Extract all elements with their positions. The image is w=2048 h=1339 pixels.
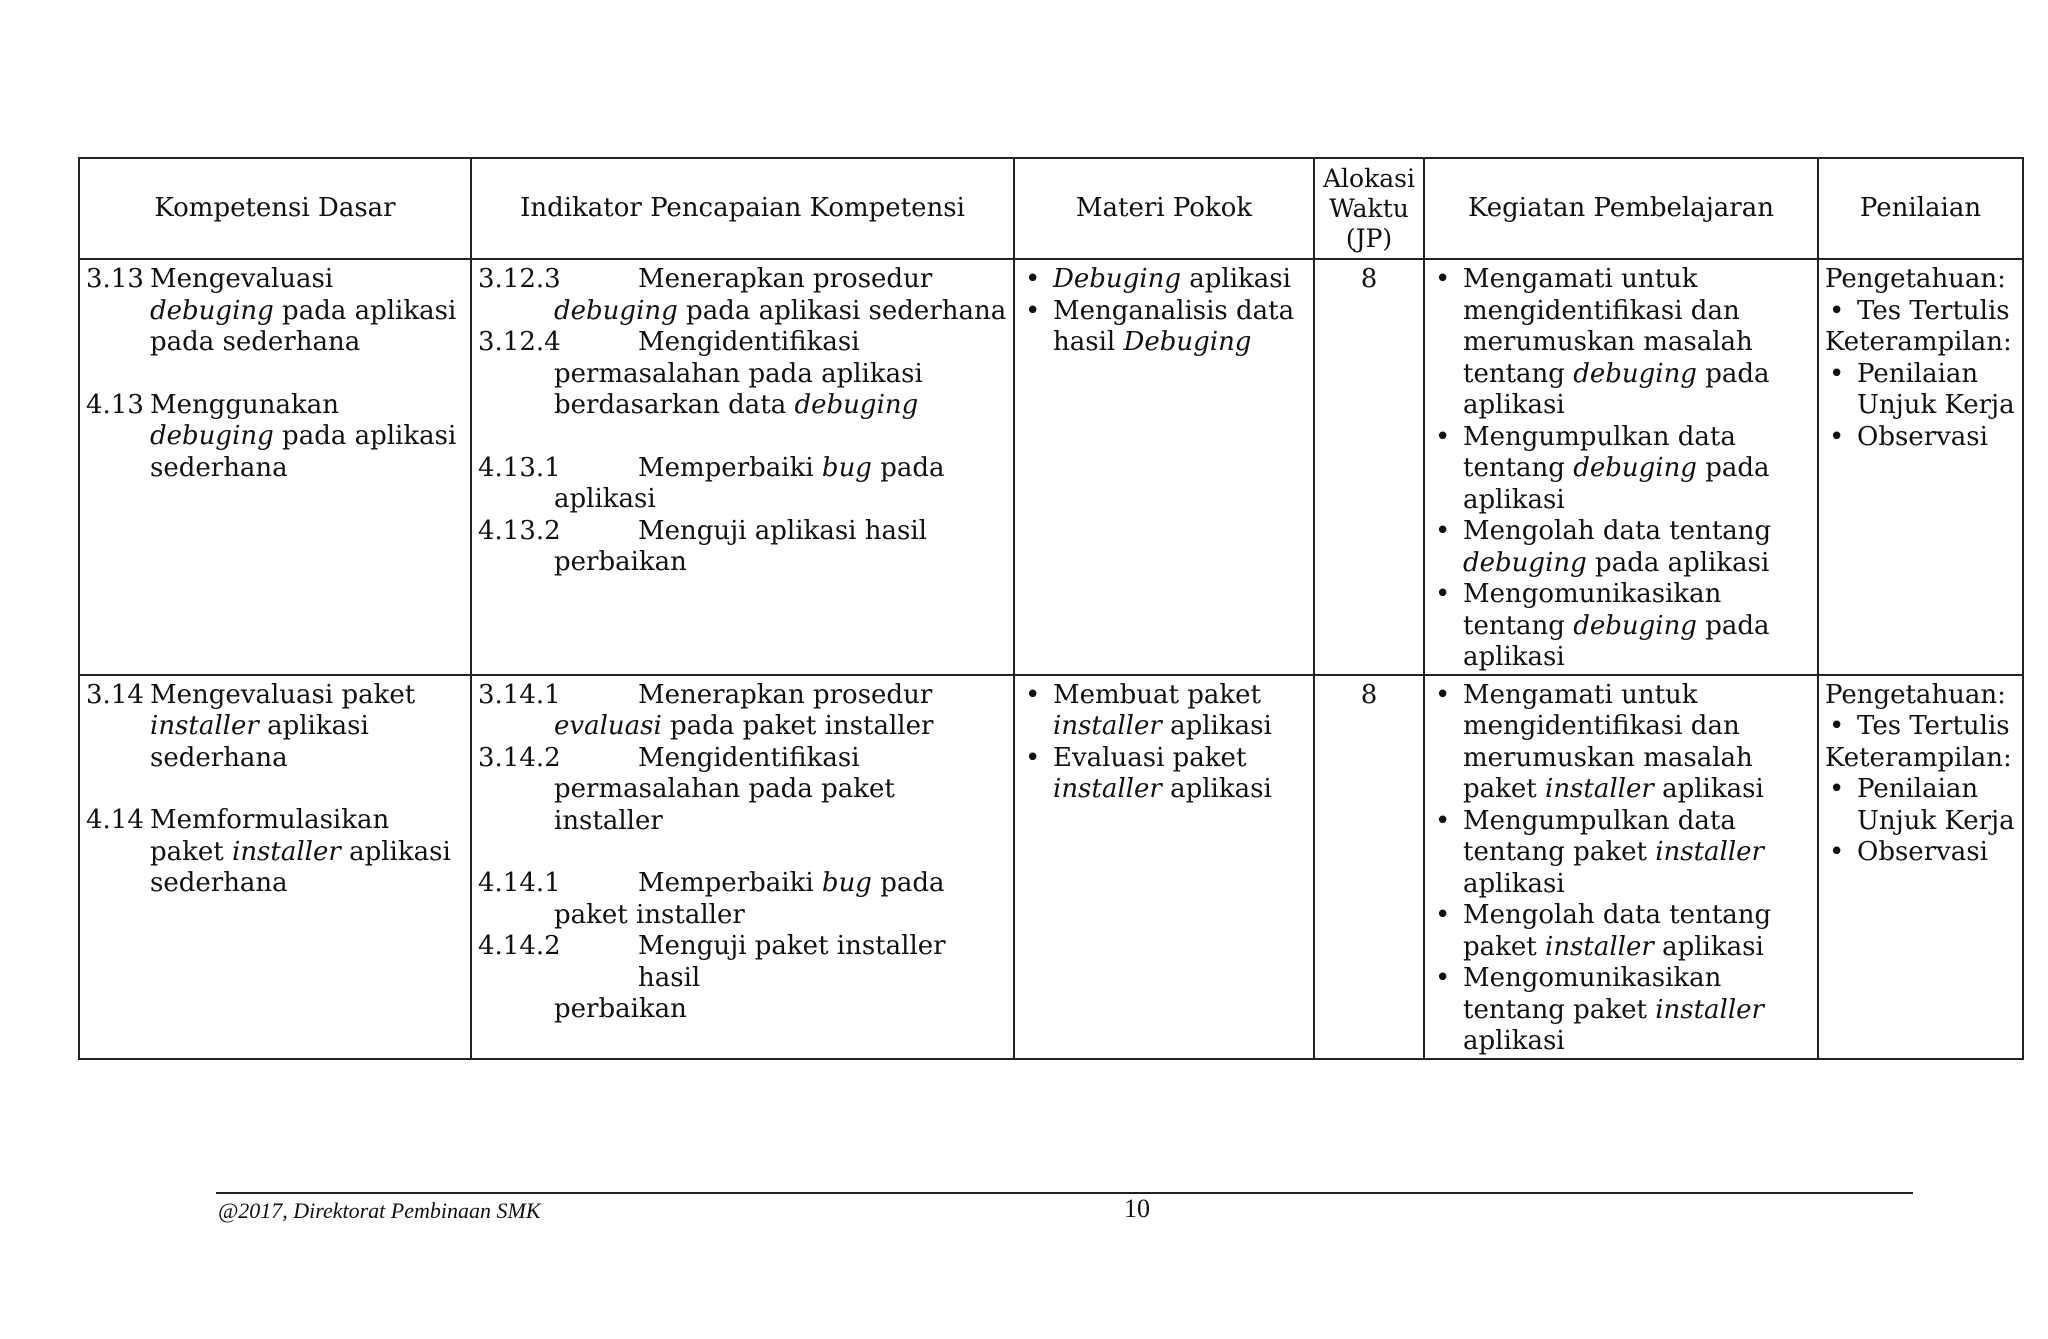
list-item: • Observasi: [1825, 837, 2016, 869]
kd-item: [86, 805, 464, 900]
kd-number: 3.14: [86, 679, 144, 710]
cell-materi-pokok: [1014, 259, 1314, 675]
header-indikator: Indikator Pencapaian Kompetensi: [471, 158, 1014, 259]
list-item: • Mengamati untuk mengidentifikasi dan merumuskan masalah paket installer aplikasi: [1431, 680, 1811, 806]
header-materi-pokok: Materi Pokok: [1014, 158, 1314, 259]
list-item: • Mengumpulkan data tentang paket installer aplikasi: [1431, 806, 1811, 901]
penilaian-keterampilan-list: [1825, 774, 2016, 869]
indikator-number: 3.12.3: [478, 264, 561, 294]
footer-copyright: @2017, Direktorat Pembinaan SMK: [218, 1198, 541, 1223]
list-item: • Evaluasi paket installer aplikasi: [1021, 743, 1307, 806]
kd-number: 4.13: [86, 389, 144, 420]
indikator-number: 4.14.2: [478, 931, 561, 961]
header-alokasi-line3: (JP): [1345, 223, 1393, 253]
header-kompetensi-dasar: Kompetensi Dasar: [79, 158, 471, 259]
list-item: • Debuging aplikasi: [1021, 264, 1307, 296]
list-item: • Mengumpulkan data tentang debuging pada aplikasi: [1431, 422, 1811, 517]
list-item: • Tes Tertulis: [1825, 296, 2016, 328]
list-item: • Membuat paket installer aplikasi: [1021, 680, 1307, 743]
indikator-number: 4.14.1: [478, 868, 561, 898]
list-item: • Mengomunikasikan tentang paket installer aplikasi: [1431, 963, 1811, 1058]
indikator-number: 3.12.4: [478, 327, 561, 357]
indikator-number: 3.14.1: [478, 679, 561, 710]
penilaian-keterampilan-label: Keterampilan:: [1825, 327, 2012, 357]
kd-number: 3.13: [86, 264, 144, 294]
indikator-item: 3.12.3 Menerapkan prosedur debuging pada aplikasi sederhana: [478, 264, 1007, 326]
kegiatan-list: [1431, 680, 1811, 1058]
indikator-item: 4.14.2 Menguji paket installer hasil perbaikan: [478, 931, 946, 1024]
list-item: • Mengolah data tentang debuging pada aplikasi: [1431, 516, 1811, 579]
table-header-row: [79, 158, 2023, 259]
table-row: [79, 675, 2023, 1059]
header-alokasi-waktu: [1314, 158, 1424, 259]
syllabus-table: [78, 157, 2024, 1060]
cell-indikator: [471, 259, 1014, 675]
list-item: • Observasi: [1825, 422, 2016, 454]
kd-number: 4.14: [86, 805, 144, 835]
cell-alokasi-waktu: 8: [1314, 259, 1424, 675]
cell-kompetensi-dasar: [79, 675, 471, 1059]
kd-item: [86, 680, 464, 775]
kd-text: Memformulasikan paket installer aplikasi sederhana: [150, 805, 451, 898]
list-item: • Penilaian Unjuk Kerja: [1825, 359, 2016, 422]
kd-item: [86, 390, 464, 485]
list-item: • Menganalisis data hasil Debuging: [1021, 296, 1307, 359]
list-item: • Penilaian Unjuk Kerja: [1825, 774, 2016, 837]
list-item: • Mengamati untuk mengidentifikasi dan merumuskan masalah tentang debuging pada aplikasi: [1431, 264, 1811, 422]
table-row: [79, 259, 2023, 675]
penilaian-keterampilan-label: Keterampilan:: [1825, 742, 2012, 773]
page-number: 10: [1124, 1194, 1150, 1223]
cell-alokasi-waktu: 8: [1314, 675, 1424, 1059]
kd-text: Mengevaluasi debuging pada aplikasi pada sederhana: [150, 264, 457, 357]
cell-penilaian: [1818, 675, 2023, 1059]
cell-kegiatan: [1424, 259, 1818, 675]
indikator-item: 3.14.2 Mengidentifikasi permasalahan pada paket installer: [478, 742, 895, 836]
materi-list: [1021, 264, 1307, 359]
header-alokasi-line2: Waktu: [1329, 193, 1409, 223]
penilaian-pengetahuan-list: [1825, 711, 2016, 743]
cell-kompetensi-dasar: [79, 259, 471, 675]
penilaian-pengetahuan-list: [1825, 296, 2016, 328]
kd-item: [86, 264, 464, 359]
header-alokasi-line1: Alokasi: [1323, 163, 1415, 193]
penilaian-keterampilan-list: [1825, 359, 2016, 454]
kegiatan-list: [1431, 264, 1811, 674]
footer-divider: [216, 1192, 1913, 1194]
cell-kegiatan: [1424, 675, 1818, 1059]
list-item: • Mengomunikasikan tentang debuging pada aplikasi: [1431, 579, 1811, 674]
list-item: • Mengolah data tentang paket installer aplikasi: [1431, 900, 1811, 963]
kd-text: Mengevaluasi paket installer aplikasi sederhana: [150, 679, 416, 773]
penilaian-pengetahuan-label: Pengetahuan:: [1825, 679, 2006, 710]
header-kegiatan: Kegiatan Pembelajaran: [1424, 158, 1818, 259]
list-item: • Tes Tertulis: [1825, 711, 2016, 743]
cell-indikator: [471, 675, 1014, 1059]
indikator-number: 4.13.1: [478, 452, 561, 483]
indikator-item: 4.13.1 Memperbaiki bug pada aplikasi: [478, 452, 945, 514]
cell-penilaian: [1818, 259, 2023, 675]
penilaian-pengetahuan-label: Pengetahuan:: [1825, 264, 2006, 294]
cell-materi-pokok: [1014, 675, 1314, 1059]
indikator-item: 4.13.2 Menguji aplikasi hasil perbaikan: [478, 515, 927, 577]
indikator-item: 4.14.1 Memperbaiki bug pada paket installer: [478, 868, 945, 930]
indikator-number: 4.13.2: [478, 515, 561, 546]
header-penilaian: Penilaian: [1818, 158, 2023, 259]
indikator-number: 3.14.2: [478, 742, 561, 773]
indikator-item: 3.12.4 Mengidentifikasi permasalahan pada aplikasi berdasarkan data debuging: [478, 327, 923, 420]
kd-text: Menggunakan debuging pada aplikasi sederhana: [150, 389, 457, 483]
materi-list: [1021, 680, 1307, 806]
indikator-item: 3.14.1 Menerapkan prosedur evaluasi pada paket installer: [478, 679, 934, 741]
